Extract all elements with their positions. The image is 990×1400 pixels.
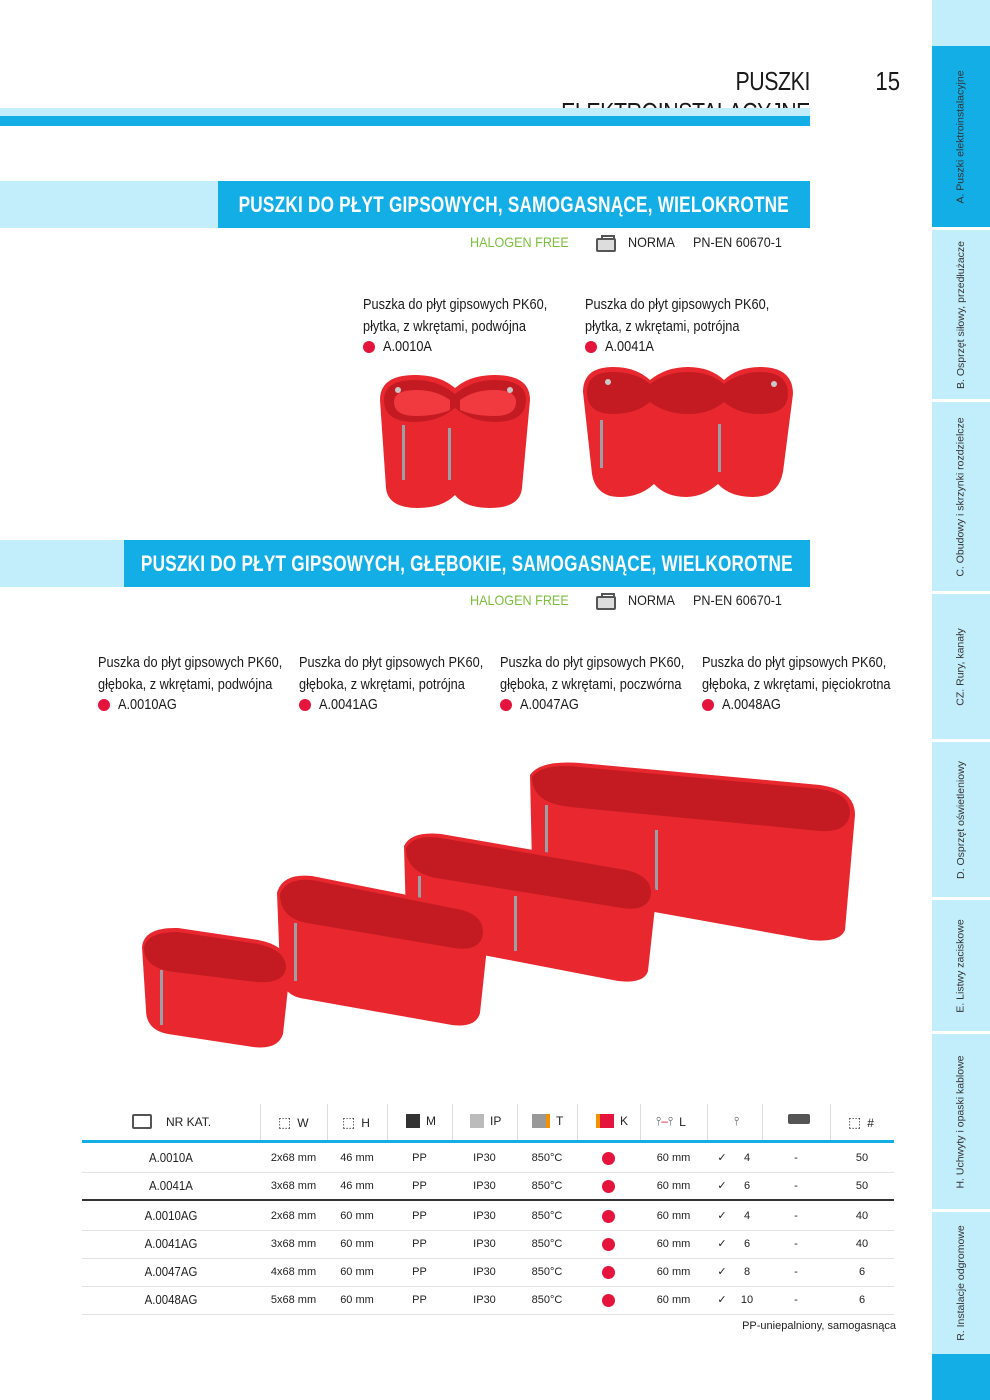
halogen-free-label: HALOGEN FREE: [470, 592, 569, 608]
norma-value: PN-EN 60670-1: [693, 234, 782, 250]
cell-code: A.0010AG: [144, 1208, 198, 1223]
cell-check: ✓: [717, 1180, 727, 1192]
cell-width: 3x68 mm: [270, 1180, 317, 1192]
section2-title: PUSZKI DO PŁYT GIPSOWYCH, GŁĘBOKIE, SAMOGASNĄCE, WIELKOROTNE: [124, 540, 810, 587]
cell-temperature: 850°C: [531, 1266, 563, 1278]
header-separator: [260, 1104, 261, 1140]
cell-check: ✓: [717, 1266, 727, 1278]
cell-temperature: 850°C: [531, 1180, 563, 1192]
red-color-dot: [602, 1180, 615, 1193]
table-row: [82, 1144, 894, 1173]
table-row: [82, 1202, 894, 1231]
table-header-m: M: [406, 1114, 436, 1128]
side-tab-cz[interactable]: CZ. Rury, kanały: [932, 594, 990, 742]
table-header-nr: NR KAT.: [132, 1114, 211, 1129]
product-desc-line1: Puszka do płyt gipsowych PK60,: [98, 654, 283, 671]
product-desc-line2: głęboka, z wkrętami, poczwórna: [500, 676, 682, 693]
table-row: [82, 1286, 894, 1315]
header-separator: [830, 1104, 831, 1140]
side-tab-h[interactable]: H. Uchwyty i opaski kablowe: [932, 1034, 990, 1212]
cell-length: 60 mm: [656, 1238, 691, 1250]
product-desc-line1: Puszka do płyt gipsowych PK60,: [299, 654, 484, 671]
halogen-free-label: HALOGEN FREE: [470, 234, 569, 250]
width-cube-icon: ⬚: [278, 1114, 292, 1130]
header-separator: [640, 1104, 641, 1140]
table-header-t: T: [532, 1114, 563, 1128]
norma-value: PN-EN 60670-1: [693, 592, 782, 608]
cell-quantity: 6: [858, 1294, 866, 1306]
product-desc-line2: głęboka, z wkrętami, pięciokrotna: [702, 676, 891, 693]
table-header-rule: [82, 1140, 894, 1143]
table-header-screws: [734, 1114, 739, 1129]
header-divider-light: [0, 108, 810, 116]
side-tab-bottom-filler: [932, 1354, 990, 1400]
red-color-dot: [363, 341, 375, 353]
cell-width: 5x68 mm: [270, 1294, 317, 1306]
red-color-dot: [602, 1238, 615, 1251]
cell-connector: -: [794, 1238, 798, 1250]
side-tab-a[interactable]: A. Puszki elektroinstalacyjne: [932, 46, 990, 230]
table-header-w: ⬚ W: [278, 1114, 309, 1130]
red-color-dot: [602, 1152, 615, 1165]
red-color-dot: [299, 699, 311, 711]
cell-code: A.0010A: [149, 1150, 193, 1165]
section2-light-band: [0, 540, 124, 587]
product-desc-line1: Puszka do płyt gipsowych PK60,: [363, 296, 548, 313]
product-image-double-deep-box: [138, 922, 296, 1052]
header-separator: [452, 1104, 453, 1140]
cell-height: 60 mm: [340, 1210, 374, 1222]
cell-quantity: 40: [855, 1210, 869, 1222]
cell-temperature: 850°C: [531, 1238, 563, 1250]
cell-height: 46 mm: [340, 1180, 374, 1192]
cell-quantity: 40: [855, 1238, 869, 1250]
cell-screws: 8: [743, 1266, 751, 1278]
cell-length: 60 mm: [656, 1180, 691, 1192]
product-desc-line1: Puszka do płyt gipsowych PK60,: [702, 654, 887, 671]
side-tab-e[interactable]: E. Listwy zaciskowe: [932, 900, 990, 1034]
header-separator: [387, 1104, 388, 1140]
product-code: A.0041A: [605, 338, 654, 355]
product-image-double-box: [370, 370, 540, 515]
table-row: [82, 1258, 894, 1287]
cell-color: [577, 1286, 640, 1314]
cell-quantity: 6: [858, 1266, 866, 1278]
cell-length: 60 mm: [656, 1152, 691, 1164]
page-title: PUSZKI: [735, 66, 810, 96]
cell-screws: 4: [743, 1152, 751, 1164]
cell-temperature: 850°C: [531, 1210, 563, 1222]
product-desc-line2: głęboka, z wkrętami, podwójna: [98, 676, 273, 693]
header-separator: [327, 1104, 328, 1140]
screw-length-icon: ⫯–⫯: [656, 1114, 674, 1128]
product-desc-line1: Puszka do płyt gipsowych PK60,: [500, 654, 685, 671]
cell-screws: 6: [743, 1238, 751, 1250]
red-color-dot: [602, 1210, 615, 1223]
cell-height: 46 mm: [340, 1152, 374, 1164]
cell-material: PP: [412, 1180, 427, 1192]
cell-height: 60 mm: [340, 1294, 374, 1306]
cell-connector: -: [794, 1180, 798, 1192]
side-tab-d[interactable]: D. Osprzęt oświetleniowy: [932, 742, 990, 900]
product-image-triple-deep-box: [272, 868, 494, 1033]
cell-quantity: 50: [855, 1152, 869, 1164]
norma-book-icon: [596, 596, 616, 610]
cell-ip: IP30: [473, 1210, 496, 1222]
table-header-l: ⫯–⫯ L: [656, 1114, 686, 1129]
cell-check: ✓: [717, 1294, 727, 1306]
cell-check: ✓: [717, 1210, 727, 1222]
red-color-dot: [602, 1266, 615, 1279]
cell-check: ✓: [717, 1238, 727, 1250]
product-code: A.0010AG: [118, 696, 177, 713]
cell-length: 60 mm: [656, 1210, 691, 1222]
product-code: A.0047AG: [520, 696, 579, 713]
norma-label: NORMA: [628, 234, 675, 250]
section1-light-band: [0, 181, 218, 228]
cell-color: [577, 1144, 640, 1172]
cell-quantity: 50: [855, 1180, 869, 1192]
color-cube-icon: [596, 1114, 614, 1128]
product-desc-line2: płytka, z wkrętami, potrójna: [585, 318, 740, 335]
cell-length: 60 mm: [656, 1294, 691, 1306]
product-image-triple-box: [578, 362, 798, 502]
cell-height: 60 mm: [340, 1266, 374, 1278]
table-header-connector: [788, 1114, 810, 1124]
cell-temperature: 850°C: [531, 1294, 563, 1306]
cell-material: PP: [412, 1210, 427, 1222]
product-a0041a: [585, 294, 802, 355]
cell-ip: IP30: [473, 1180, 496, 1192]
product-code: A.0010A: [383, 338, 432, 355]
catalog-box-icon: [132, 1114, 152, 1129]
cell-material: PP: [412, 1152, 427, 1164]
header-separator: [762, 1104, 763, 1140]
cell-code: A.0041AG: [144, 1236, 198, 1251]
product-desc-line2: głęboka, z wkrętami, potrójna: [299, 676, 465, 693]
product-desc-line2: płytka, z wkrętami, podwójna: [363, 318, 526, 335]
cell-color: [577, 1202, 640, 1230]
cell-width: 2x68 mm: [270, 1152, 317, 1164]
header-separator: [707, 1104, 708, 1140]
package-cube-icon: ⬚: [848, 1114, 862, 1130]
cell-code: A.0041A: [149, 1178, 193, 1193]
cell-material: PP: [412, 1294, 427, 1306]
product-code: A.0048AG: [722, 696, 781, 713]
table-row: [82, 1230, 894, 1259]
cell-check: ✓: [717, 1152, 727, 1164]
red-color-dot: [585, 341, 597, 353]
cell-width: 4x68 mm: [270, 1266, 317, 1278]
red-color-dot: [702, 699, 714, 711]
cell-ip: IP30: [473, 1266, 496, 1278]
norma-label: NORMA: [628, 592, 675, 608]
cell-connector: -: [794, 1266, 798, 1278]
cell-length: 60 mm: [656, 1266, 691, 1278]
cell-code: A.0047AG: [144, 1264, 198, 1279]
red-color-dot: [500, 699, 512, 711]
norma-book-icon: [596, 238, 616, 252]
side-tab-c[interactable]: C. Obudowy i skrzynki rozdzielcze: [932, 402, 990, 594]
page-number: 15: [875, 66, 900, 96]
header-separator: [517, 1104, 518, 1140]
cell-ip: IP30: [473, 1152, 496, 1164]
table-header: [82, 1104, 894, 1140]
product-a0010a: [363, 294, 580, 355]
material-cube-icon: [406, 1114, 420, 1128]
height-cube-icon: ⬚: [342, 1114, 356, 1130]
cell-screws: 4: [743, 1210, 751, 1222]
cell-width: 2x68 mm: [270, 1210, 317, 1222]
table-header-ip: IP: [470, 1114, 501, 1128]
cell-material: PP: [412, 1266, 427, 1278]
ip-cube-icon: [470, 1114, 484, 1128]
header-divider-blue: [0, 116, 810, 126]
cell-connector: -: [794, 1152, 798, 1164]
product-a0041ag: [299, 652, 516, 713]
product-code: A.0041AG: [319, 696, 378, 713]
cell-connector: -: [794, 1210, 798, 1222]
cell-code: A.0048AG: [144, 1292, 198, 1307]
cell-material: PP: [412, 1238, 427, 1250]
side-tab-b[interactable]: B. Osprzęt siłowy, przedłużacze: [932, 230, 990, 402]
cell-ip: IP30: [473, 1294, 496, 1306]
cell-color: [577, 1258, 640, 1286]
cell-screws: 10: [740, 1294, 754, 1306]
table-header-qty: ⬚ #: [848, 1114, 874, 1130]
cell-height: 60 mm: [340, 1238, 374, 1250]
product-a0047ag: [500, 652, 717, 713]
header-separator: [577, 1104, 578, 1140]
cell-screws: 6: [743, 1180, 751, 1192]
side-tab-r[interactable]: R. Instalacje odgromowe: [932, 1212, 990, 1354]
red-color-dot: [602, 1294, 615, 1307]
cell-ip: IP30: [473, 1238, 496, 1250]
product-desc-line1: Puszka do płyt gipsowych PK60,: [585, 296, 770, 313]
product-a0010ag: [98, 652, 315, 713]
section1-title: PUSZKI DO PŁYT GIPSOWYCH, SAMOGASNĄCE, WIELOKROTNE: [218, 181, 810, 228]
cell-connector: -: [794, 1294, 798, 1306]
cell-width: 3x68 mm: [270, 1238, 317, 1250]
cell-color: [577, 1172, 640, 1200]
red-color-dot: [98, 699, 110, 711]
cell-color: [577, 1230, 640, 1258]
table-header-h: ⬚ H: [342, 1114, 370, 1130]
material-footnote: PP-uniepalniony, samogasnąca: [742, 1320, 896, 1332]
product-a0048ag: [702, 652, 924, 713]
connector-icon: [788, 1114, 810, 1124]
temperature-cube-icon: [532, 1114, 550, 1128]
cell-temperature: 850°C: [531, 1152, 563, 1164]
screw-icon: ⫯: [734, 1114, 740, 1128]
table-row: [82, 1172, 894, 1201]
table-group-divider: [82, 1199, 894, 1201]
side-tab-top-filler: [932, 0, 990, 46]
table-header-k: K: [596, 1114, 628, 1128]
